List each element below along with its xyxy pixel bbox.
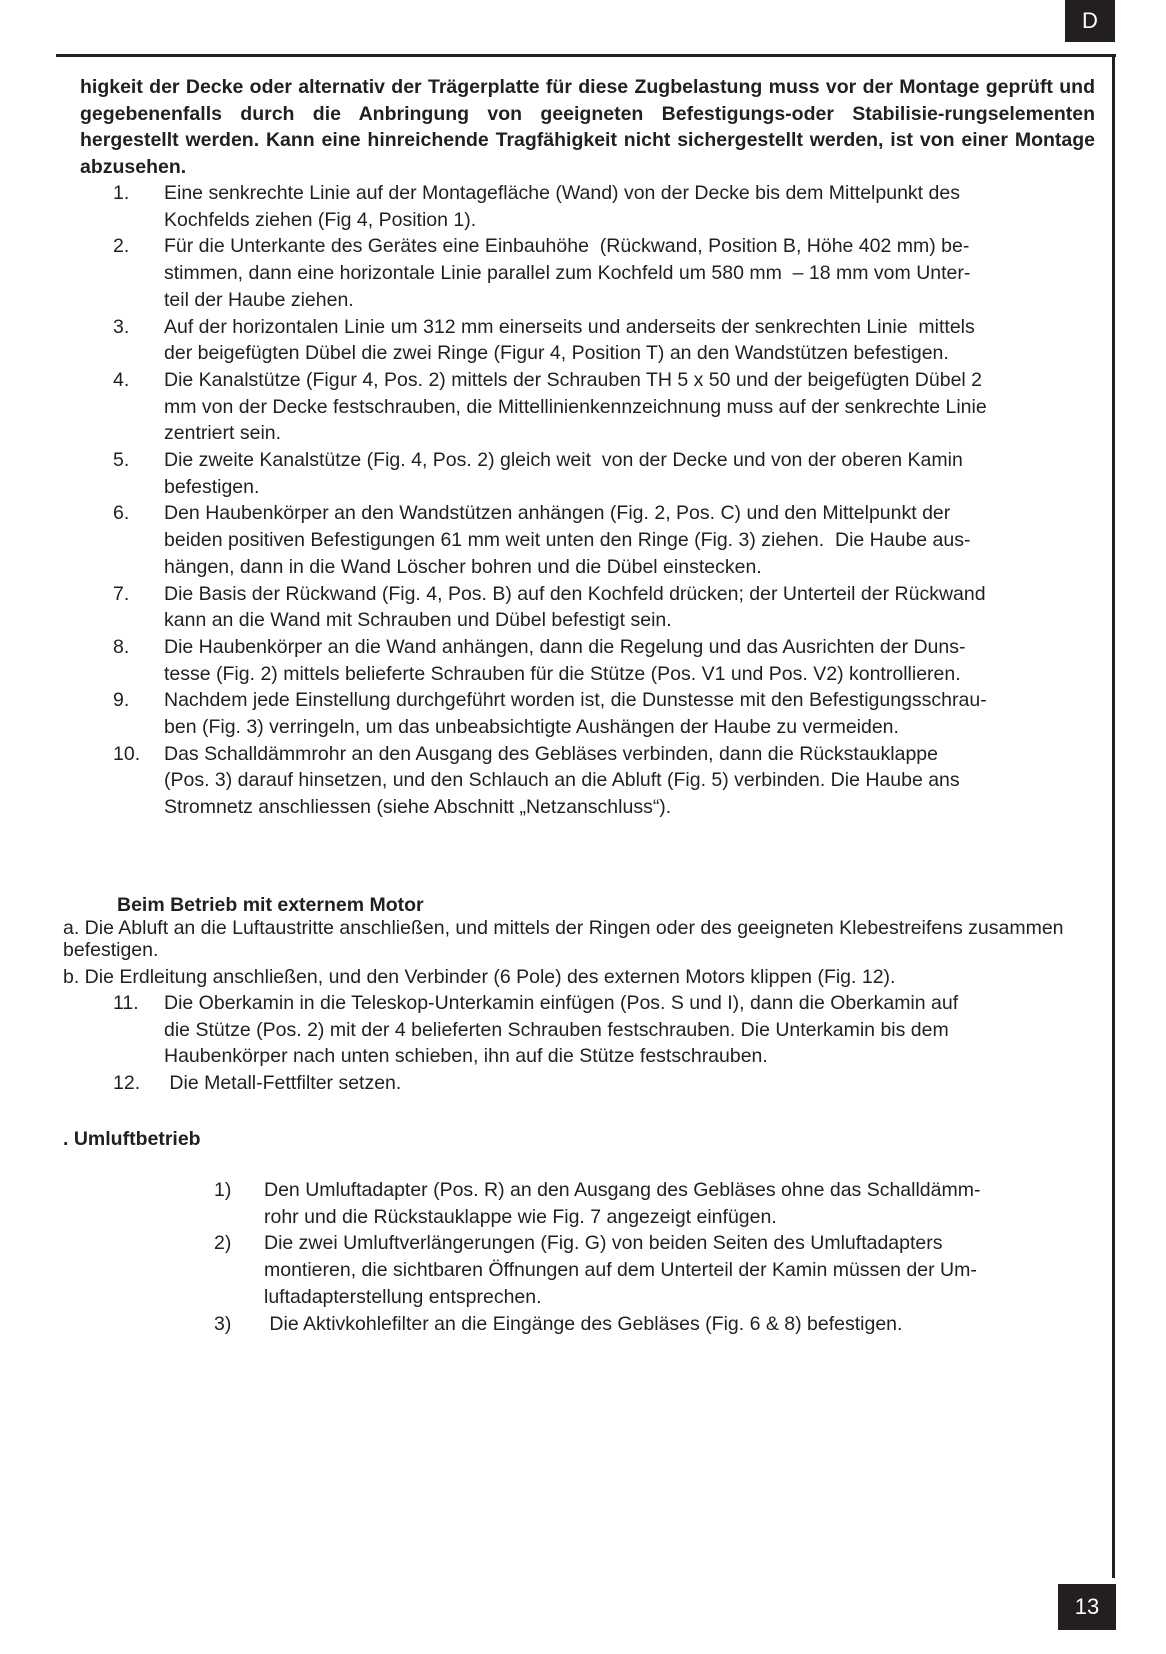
list-item [0,1177,1166,1230]
list-item-text [164,1070,1109,1097]
list-item [0,314,1166,367]
list-item-text [164,500,1109,580]
intro-paragraph: higkeit der Decke oder alternativ der Trägerplatte für diese Zugbelastung muss vor der Montage geprüft und gegebenenfalls durch die Anbringung von geeigneten Befestigungs-oder Stabilisie-rungselementen hergestellt werden. Kann eine hinreichende Tragfähigkeit nicht sichergestellt werden, ist von einer Montage abzusehen. [80,76,1095,179]
text-line: rohr und die Rückstauklappe wie Fig. 7 angezeigt einfügen. [264,1205,777,1228]
list-item-text [164,180,1109,233]
list-item [0,1311,1166,1338]
text-line: Für die Unterkante des Gerätes eine Einbauhöhe (Rückwand, Position B, Höhe 402 mm) be- [164,235,970,258]
text-line: hängen, dann in die Wand Löscher bohren und die Dübel einstecken. [164,555,762,578]
external-motor-para-b: b. Die Erdleitung anschließen, und den Verbinder (6 Pole) des externen Motors klippen (Fig. 12). [63,966,896,988]
external-motor-steps [0,990,1166,1097]
list-item [0,581,1166,634]
page-number: 13 [1058,1584,1116,1630]
list-item-number: 7. [113,582,130,605]
text-line: Stromnetz anschliessen (siehe Abschnitt „Netzanschluss“). [164,796,672,819]
text-line: tesse (Fig. 2) mittels belieferte Schrauben für die Stütze (Pos. V1 und Pos. V2) kontrollieren. [164,662,961,685]
list-item-number: 1) [214,1179,232,1201]
text-line: Die Haubenkörper an die Wand anhängen, dann die Regelung und das Ausrichten der Duns- [164,635,966,658]
text-line: zentriert sein. [164,422,282,445]
list-item-text [264,1230,1094,1310]
list-item [0,180,1166,233]
list-item-text [164,233,1109,313]
list-item-text [164,634,1109,687]
list-item-text [164,990,1109,1070]
text-line: Die Aktivkohlefilter an die Eingänge des Gebläses (Fig. 6 & 8) befestigen. [264,1312,903,1335]
installation-steps [0,180,1166,821]
list-item [0,500,1166,580]
language-tab: D [1065,0,1115,42]
list-item-text [164,581,1109,634]
list-item-number: 1. [113,182,130,204]
text-line: befestigen. [164,475,260,498]
list-item [0,367,1166,447]
list-item-number: 3) [214,1312,232,1335]
list-item-text [164,314,1109,367]
list-item-number: 10. [113,742,141,765]
external-motor-heading: Beim Betrieb mit externem Motor [117,894,424,916]
text-line: luftadapterstellung entsprechen. [264,1285,542,1308]
list-item-number: 11. [113,992,139,1014]
text-line: die Stütze (Pos. 2) mit der 4 belieferten Schrauben festschrauben. Die Unterkamin bis dem [164,1018,949,1041]
list-item [0,990,1166,1070]
list-item-text [164,687,1109,740]
text-line: Die Metall-Fettfilter setzen. [164,1072,402,1095]
list-item-number: 2. [113,235,130,258]
text-line: Die zwei Umluftverlängerungen (Fig. G) von beiden Seiten des Umluftadapters [264,1232,943,1255]
list-item-text [164,447,1109,500]
text-line: stimmen, dann eine horizontale Linie parallel zum Kochfeld um 580 mm – 18 mm vom Unter- [164,262,971,285]
text-line: Die zweite Kanalstütze (Fig. 4, Pos. 2) gleich weit von der Decke und von der oberen Kamin [164,449,963,472]
top-rule [56,54,1116,57]
text-line: teil der Haube ziehen. [164,288,354,311]
text-line: montieren, die sichtbaren Öffnungen auf dem Unterteil der Kamin müssen der Um- [264,1259,977,1282]
text-line: Auf der horizontalen Linie um 312 mm einerseits und anderseits der senkrechten Linie mittels [164,315,975,338]
text-line: mm von der Decke festschrauben, die Mittellinienkennzeichnung muss auf der senkrechte Linie [164,395,987,418]
text-line: Kochfelds ziehen (Fig 4, Position 1). [164,208,477,231]
list-item-number: 8. [113,635,130,658]
text-line: Die Basis der Rückwand (Fig. 4, Pos. B) auf den Kochfeld drücken; der Unterteil der Rückwand [164,582,986,605]
list-item-text [264,1177,1094,1230]
list-item [0,741,1166,821]
list-item [0,687,1166,740]
text-line: (Pos. 3) darauf hinsetzen, und den Schlauch an die Abluft (Fig. 5) verbinden. Die Haube ans [164,769,960,792]
text-line: Eine senkrechte Linie auf der Montagefläche (Wand) von der Decke bis dem Mittelpunkt des [164,182,960,204]
recirculation-heading: . Umluftbetrieb [63,1128,201,1150]
list-item-number: 3. [113,315,130,338]
list-item-number: 2) [214,1232,232,1255]
recirculation-steps [0,1177,1166,1337]
text-line: Nachdem jede Einstellung durchgeführt worden ist, die Dunstesse mit den Befestigungsschrau- [164,689,987,712]
list-item [0,634,1166,687]
text-line: Die Kanalstütze (Figur 4, Pos. 2) mittels der Schrauben TH 5 x 50 und der beigefügten Dübel 2 [164,368,983,391]
text-line: ben (Fig. 3) verringeln, um das unbeabsichtigte Aushängen der Haube zu vermeiden. [164,716,899,739]
text-line: beiden positiven Befestigungen 61 mm weit unten den Ringe (Fig. 3) ziehen. Die Haube aus- [164,529,971,552]
text-line: der beigefügten Dübel die zwei Ringe (Figur 4, Position T) an den Wandstützen befestigen. [164,342,949,365]
text-line: kann an die Wand mit Schrauben und Dübel befestigt sein. [164,609,672,632]
list-item-number: 9. [113,689,130,712]
text-line: Die Oberkamin in die Teleskop-Unterkamin einfügen (Pos. S und I), dann die Oberkamin auf [164,992,959,1014]
external-motor-para-a: a. Die Abluft an die Luftaustritte anschließen, und mittels der Ringen oder des geeigneten Klebestreifens zusammen befestigen. [63,917,1064,961]
text-line: Haubenkörper nach unten schieben, ihn auf die Stütze festschrauben. [164,1045,768,1068]
list-item-text [264,1311,1094,1338]
text-line: Das Schalldämmrohr an den Ausgang des Gebläses verbinden, dann die Rückstauklappe [164,742,938,765]
list-item-text [164,741,1109,821]
list-item [0,233,1166,313]
list-item [0,1230,1166,1310]
list-item [0,1070,1166,1097]
text-line: Den Haubenkörper an den Wandstützen anhängen (Fig. 2, Pos. C) und den Mittelpunkt der [164,502,951,525]
list-item [0,447,1166,500]
list-item-number: 12. [113,1072,141,1095]
list-item-number: 5. [113,449,130,472]
text-line: Den Umluftadapter (Pos. R) an den Ausgang des Gebläses ohne das Schalldämm- [264,1179,981,1201]
list-item-text [164,367,1109,447]
list-item-number: 6. [113,502,130,525]
list-item-number: 4. [113,368,130,391]
